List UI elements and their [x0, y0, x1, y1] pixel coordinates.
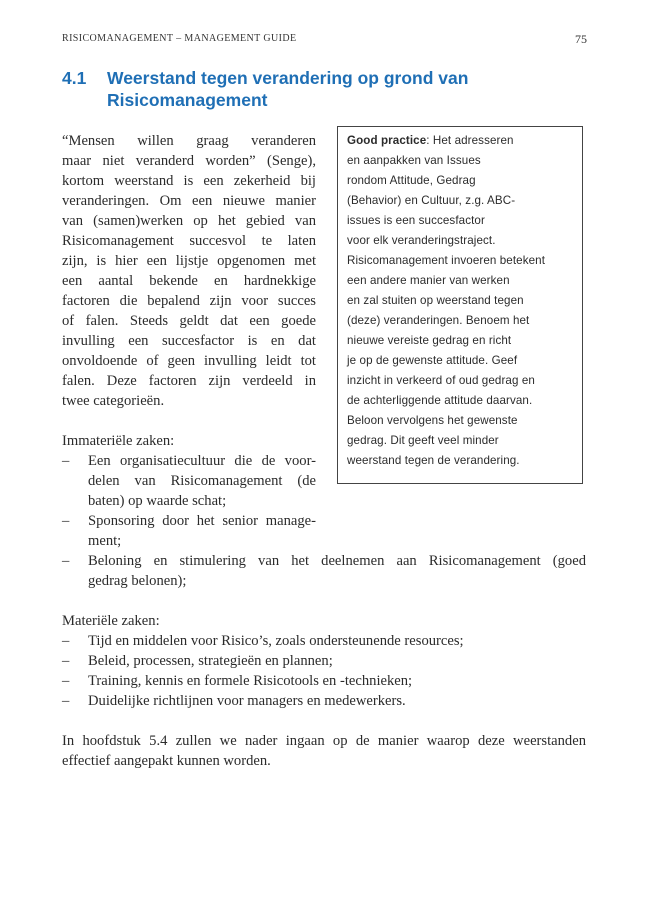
section-title-line: Weerstand tegen verandering op grond van: [107, 68, 469, 88]
list-dash: –: [62, 453, 70, 469]
good-practice-line: weerstand tegen de verandering.: [347, 454, 520, 467]
good-practice-line: [347, 131, 514, 151]
paragraph-line: van (samen)werken op het gebied van: [62, 213, 316, 229]
section-title-line: Risicomanagement: [107, 90, 268, 110]
list-item-line: Training, kennis en formele Risicotools en -technieken;: [88, 673, 413, 689]
paragraph-line: veranderingen. Om een nieuwe manier: [62, 193, 316, 209]
paragraph-line: twee categorieën.: [62, 393, 165, 409]
paragraph-line: falen. Deze factoren zijn verdeeld in: [62, 373, 316, 389]
list-item-line: baten) op waarde schat;: [88, 493, 227, 509]
good-practice-line: nieuwe vereiste gedrag en richt: [347, 334, 512, 347]
good-practice-line: issues is een succesfactor: [347, 214, 485, 227]
paragraph-line: Risicomanagement succesvol te laten: [62, 233, 316, 249]
list-dash: –: [62, 653, 70, 669]
good-practice-line: en zal stuiten op weerstand tegen: [347, 294, 524, 307]
paragraph-line: factoren die bepalend zijn voor succes: [62, 293, 316, 309]
list-dash: –: [62, 513, 70, 529]
paragraph-line: In hoofdstuk 5.4 zullen we nader ingaan op de manier waarop deze weerstanden: [62, 733, 586, 749]
good-practice-line: Risicomanagement invoeren betekent: [347, 254, 546, 267]
paragraph-line: effectief aangepakt kunnen worden.: [62, 753, 271, 769]
paragraph-line: zijn, is hier een lijstje opgenomen met: [62, 253, 316, 269]
list-item-line: Sponsoring door het senior manage-: [88, 513, 316, 529]
good-practice-line: Beloon vervolgens het gewenste: [347, 414, 518, 427]
good-practice-line: de achterliggende attitude daarvan.: [347, 394, 533, 407]
list-dash: –: [62, 633, 70, 649]
paragraph-line: een aantal bekende en hardnekkige: [62, 273, 316, 289]
section-number: 4.1: [62, 68, 87, 88]
material-heading: Materiële zaken:: [62, 613, 160, 629]
list-item-line: Duidelijke richtlijnen voor managers en medewerkers.: [88, 693, 406, 709]
paragraph-line: of falen. Steeds geldt dat een goede: [62, 313, 316, 329]
paragraph-line: onvoldoende of geen invulling leidt tot: [62, 353, 316, 369]
good-practice-line: een andere manier van werken: [347, 274, 510, 287]
good-practice-line: gedrag. Dit geeft veel minder: [347, 434, 499, 447]
good-practice-line: (deze) veranderingen. Benoem het: [347, 314, 530, 327]
list-item-line: Tijd en middelen voor Risico’s, zoals ondersteunende resources;: [88, 633, 464, 649]
running-header: [62, 33, 587, 49]
page-number: 75: [575, 32, 587, 46]
good-practice-label: Good practice: [347, 134, 427, 147]
paragraph-line: kortom weerstand is een zekerheid bij: [62, 173, 316, 189]
good-practice-line: inzicht in verkeerd of oud gedrag en: [347, 374, 535, 387]
list-dash: –: [62, 673, 70, 689]
paragraph-line: maar niet veranderd worden” (Senge),: [62, 153, 316, 169]
good-practice-line: (Behavior) en Cultuur, z.g. ABC-: [347, 194, 516, 207]
list-dash: –: [62, 693, 70, 709]
good-practice-line: je op de gewenste attitude. Geef: [347, 354, 518, 367]
running-title: RISICOMANAGEMENT – MANAGEMENT GUIDE: [62, 33, 297, 44]
list-item-line: ment;: [88, 533, 122, 549]
good-practice-lead: : Het adresseren: [426, 134, 514, 147]
immaterial-heading: Immateriële zaken:: [62, 433, 175, 449]
list-item-line: Een organisatiecultuur die de voor-: [88, 453, 316, 469]
list-item-line: delen van Risicomanagement (de: [88, 473, 316, 489]
paragraph-line: invulling een succesfactor is en dat: [62, 333, 316, 349]
paragraph-line: “Mensen willen graag veranderen: [62, 133, 316, 149]
good-practice-line: en aanpakken van Issues: [347, 154, 481, 167]
list-item-line: Beleid, processen, strategieën en plannen;: [88, 653, 333, 669]
good-practice-line: rondom Attitude, Gedrag: [347, 174, 476, 187]
list-dash: –: [62, 553, 70, 569]
list-item-line: Beloning en stimulering van het deelnemen aan Risicomanagement (goed: [88, 553, 586, 569]
good-practice-line: voor elk veranderingstraject.: [347, 234, 496, 247]
list-item-line: gedrag belonen);: [88, 573, 187, 589]
